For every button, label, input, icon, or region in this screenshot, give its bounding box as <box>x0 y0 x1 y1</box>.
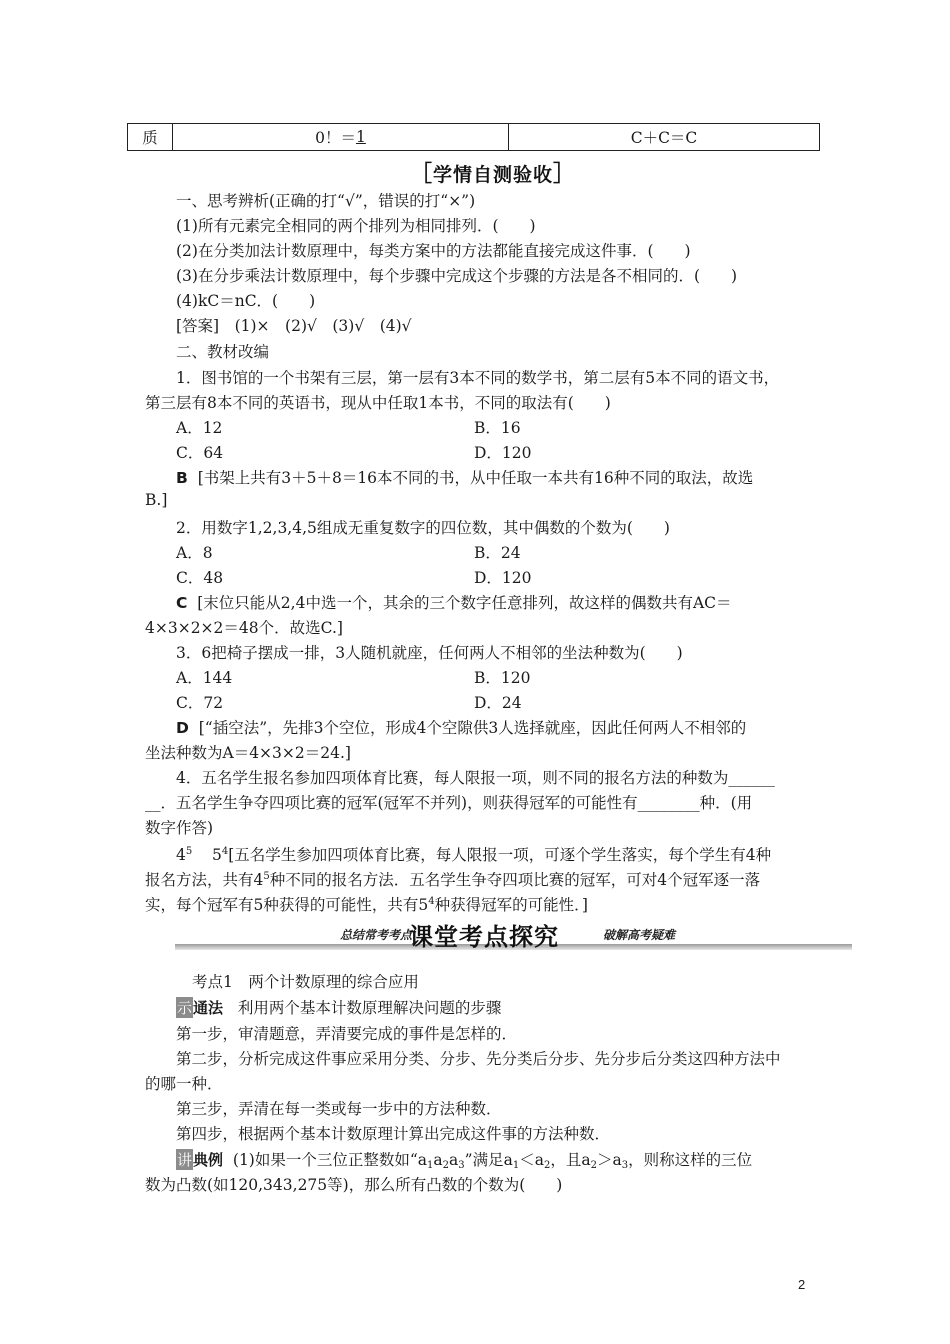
banner-right-caption: 破解高考疑难 <box>603 928 676 942</box>
method-tag-icon: 示 <box>177 999 193 1017</box>
problem1-option-d: D．120 <box>474 444 532 462</box>
problem2-answer-letter: C <box>176 594 188 612</box>
problem2-line1: 2．用数字1,2,3,4,5组成无重复数字的四位数，其中偶数的个数为( ) <box>176 519 670 537</box>
problem1-option-c: C．64 <box>176 444 224 462</box>
problem2-option-a: A．8 <box>176 544 213 562</box>
section-banner-classroom <box>175 918 852 952</box>
problem3-solution-text: [“插空法”，先排3个空位，形成4个空隙供3人选择就座，因此任何两人不相邻的 <box>198 719 747 737</box>
example-tag-icon: 讲 <box>177 1151 193 1169</box>
problem1-option-a: A．12 <box>176 419 223 437</box>
judge-answer: [答案] (1)× (2)√ (3)√ (4)√ <box>176 317 412 335</box>
problem3-option-d: D．24 <box>474 694 522 712</box>
step-3: 第三步，弄清在每一类或每一步中的方法种数． <box>176 1100 502 1118</box>
problem4-answer-a: $4^5$ <box>176 846 193 864</box>
example-line1 <box>176 1148 752 1170</box>
example-tag-label: 典例 <box>193 1151 224 1169</box>
method-title: 利用两个基本计数原理解决问题的步骤 <box>237 999 502 1017</box>
banner-left-caption: 总结常考考点 <box>340 928 413 942</box>
method-tag-label: 通法 <box>193 999 224 1017</box>
property-table <box>127 123 820 151</box>
banner-title: 课堂考点探究 <box>409 923 559 951</box>
problem4-solution-line2: 报名方法，共有$4^5$种不同的报名方法．五名学生争夺四项比赛的冠军，可对4个冠军逐一落 <box>145 871 761 889</box>
problem4-answer-b: $5^4$ <box>211 846 229 864</box>
table-cell-combination: C＋C＝C <box>630 129 698 147</box>
judge-question-2: (2)在分类加法计数原理中，每类方案中的方法都能直接完成这件事．( ) <box>176 242 691 260</box>
step-2-line2: 的哪一种． <box>145 1075 223 1093</box>
problem2-solution-text: [末位只能从2,4中选一个，其余的三个数字任意排列，故这样的偶数共有AC＝ <box>197 594 732 612</box>
problem4-line2: __．五名学生争夺四项比赛的冠军(冠军不并列)，则获得冠军的可能性有________种．(用 <box>145 794 753 812</box>
problem4-solution-text: [五名学生参加四项体育比赛，每人限报一项，可逐个学生落实，每个学生有4种 <box>228 846 772 864</box>
topic-title: 考点1 两个计数原理的综合应用 <box>192 973 419 991</box>
problem3-solution-line1 <box>176 716 746 738</box>
problem1-option-b: B．16 <box>474 419 521 437</box>
problem2-solution-line2: 4×3×2×2＝48个．故选C.] <box>145 619 343 637</box>
bracket-right: ］ <box>553 162 577 187</box>
problem2-solution-line1 <box>176 591 732 613</box>
factorial-text: 0！＝ <box>315 129 356 147</box>
step-2-line1: 第二步，分析完成这件事应采用分类、分步、先分类后分步、先分步后分类这四种方法中 <box>176 1050 781 1068</box>
problem1-solution-text: [书架上共有3＋5＋8＝16本不同的书，从中任取一本共有16种不同的取法，故选 <box>197 469 754 487</box>
method-line <box>176 996 501 1018</box>
example-line2: 数为凸数(如120,343,275等)，那么所有凸数的个数为( ) <box>145 1176 563 1194</box>
problem1-line1: 1．图书馆的一个书架有三层，第一层有3本不同的数学书，第二层有5本不同的语文书， <box>176 369 780 387</box>
factorial-value: 1 <box>356 128 366 146</box>
problem1-answer-letter: B <box>176 469 188 487</box>
problem1-solution-line1 <box>176 466 753 488</box>
bracket-left: ［ <box>410 162 434 187</box>
step-4: 第四步，根据两个基本计数原理计算出完成这件事的方法种数． <box>176 1125 611 1143</box>
table-cell-factorial <box>173 124 509 150</box>
example-text: (1)如果一个三位正整数如“$a_1a_2a_3$”满足$a_1<a_2$，且$a_2>a_3$，则称这样的三位 <box>232 1151 753 1171</box>
problem3-option-a: A．144 <box>176 669 233 687</box>
problem3-solution-line2: 坐法种数为A＝4×3×2＝24.] <box>145 744 351 762</box>
judge-question-3: (3)在分步乘法计数原理中，每个步骤中完成这个步骤的方法是各不相同的．( ) <box>176 267 738 285</box>
problem4-solution-line3: 实，每个冠军有5种获得的可能性，共有$5^4$种获得冠军的可能性．] <box>145 896 588 914</box>
table-cell-label: 质 <box>128 124 173 150</box>
page-number: 2 <box>798 1277 806 1292</box>
part2-heading: 二、教材改编 <box>176 343 270 361</box>
section-title-self-test <box>410 157 576 188</box>
problem3-line1: 3．6把椅子摆成一排，3人随机就座，任何两人不相邻的坐法种数为( ) <box>176 644 683 662</box>
problem4-line1: 4．五名学生报名参加四项体育比赛，每人限报一项，则不同的报名方法的种数为______ <box>176 769 775 787</box>
problem2-option-c: C．48 <box>176 569 224 587</box>
problem4-solution-line1 <box>176 843 771 865</box>
section-title-text: 学情自测验收 <box>433 164 554 186</box>
problem2-option-b: B．24 <box>474 544 521 562</box>
judge-question-1: (1)所有元素完全相同的两个排列为相同排列．( ) <box>176 217 536 235</box>
step-1: 第一步，审清题意，弄清要完成的事件是怎样的． <box>176 1025 518 1043</box>
problem2-option-d: D．120 <box>474 569 532 587</box>
judge-question-4: (4)kC＝nC．( ) <box>176 292 316 310</box>
problem1-line2: 第三层有8本不同的英语书，现从中任取1本书，不同的取法有( ) <box>145 394 611 412</box>
part1-heading: 一、思考辨析(正确的打“√”，错误的打“×”) <box>176 192 476 210</box>
problem3-option-c: C．72 <box>176 694 224 712</box>
problem3-answer-letter: D <box>176 719 189 737</box>
problem1-solution-line2: B.] <box>145 491 168 509</box>
problem4-line3: 数字作答) <box>145 819 214 837</box>
problem3-option-b: B．120 <box>474 669 531 687</box>
